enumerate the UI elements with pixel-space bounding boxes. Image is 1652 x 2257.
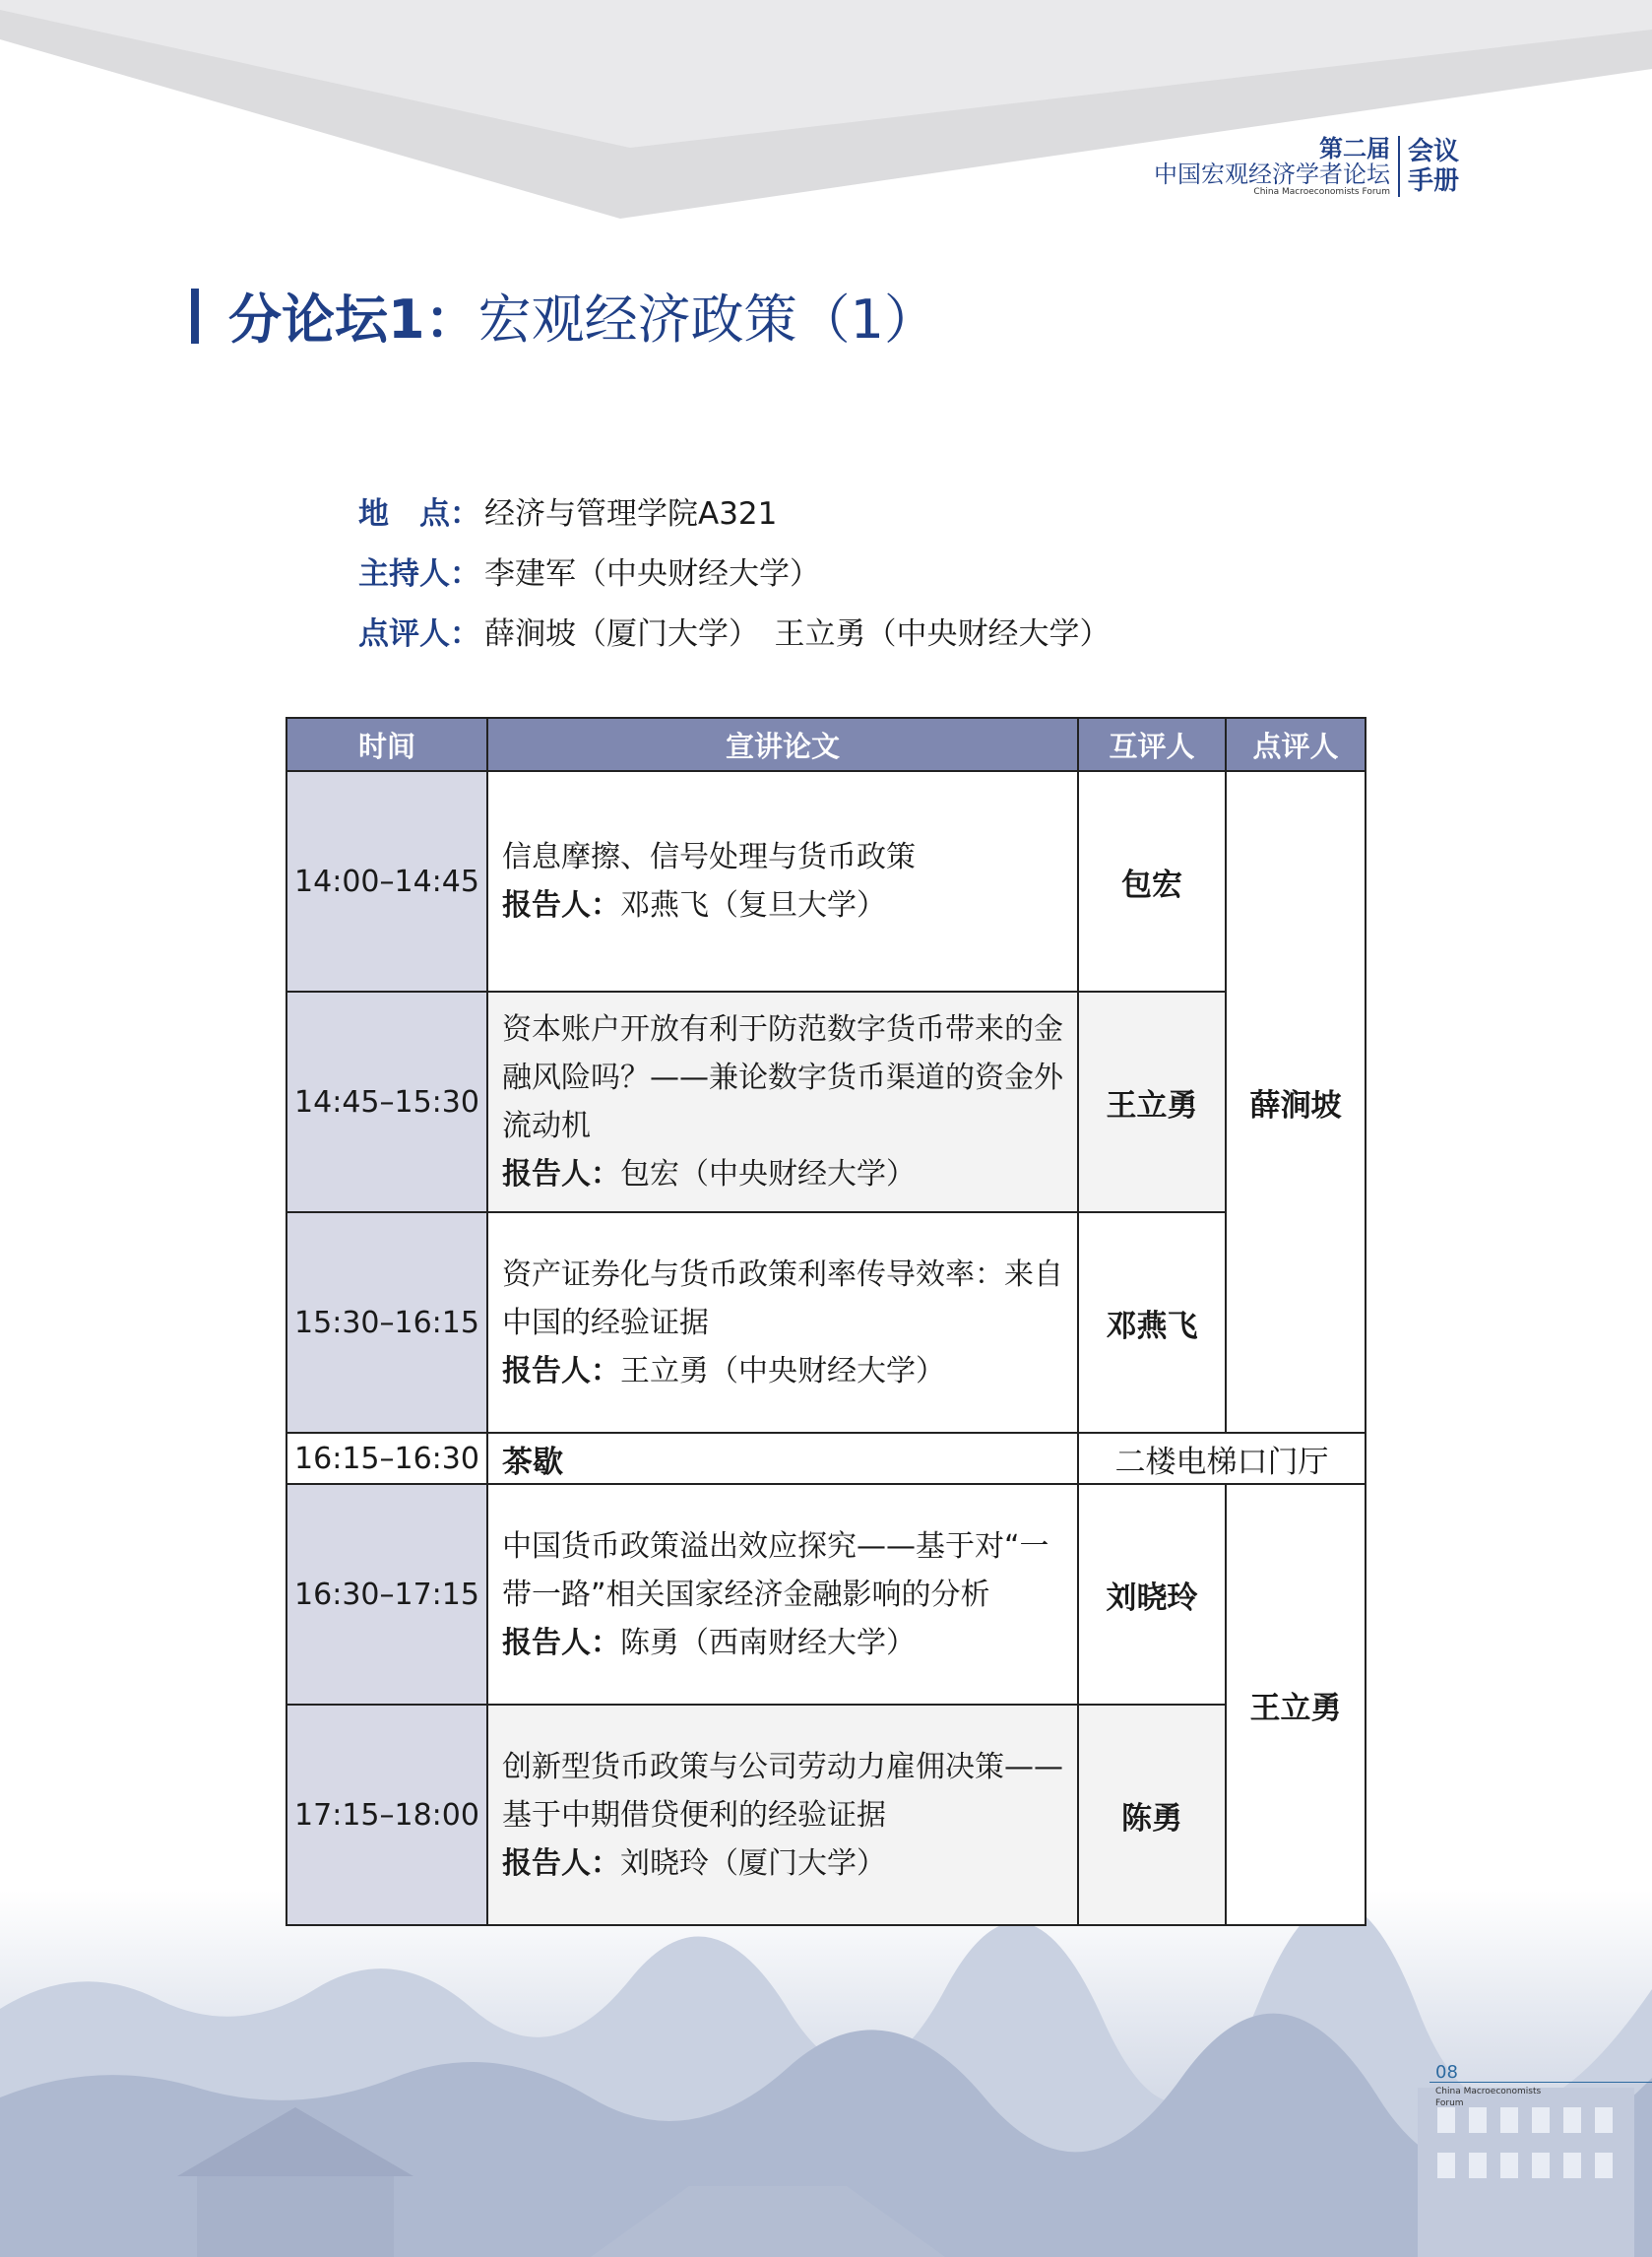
paper-title: 资产证券化与货币政策利率传导效率：来自中国的经验证据 [502,1257,1063,1340]
reporter-label: 报告人： [502,1353,620,1388]
peer-reviewer: 陈勇 [1078,1705,1226,1925]
location-label: 地 点： [358,496,480,532]
forum-name-en: China Macroeconomists Forum [1253,187,1390,197]
forum-brand-text [1154,136,1390,197]
title-forum-number: 分论坛1： [228,289,478,351]
brand-divider [1398,136,1400,197]
title-topic: 宏观经济政策（1） [477,289,937,351]
paper-title: 创新型货币政策与公司劳动力雇佣决策——基于中期借贷便利的经验证据 [502,1749,1063,1833]
table-header-row [286,718,1366,771]
paper-title: 信息摩擦、信号处理与货币政策 [502,840,916,874]
peer-reviewer: 王立勇 [1078,992,1226,1212]
reporter-name: 邓燕飞（复旦大学） [620,888,886,923]
session-info [358,484,1111,665]
peer-reviewer: 邓燕飞 [1078,1212,1226,1433]
reporter-label: 报告人： [502,888,620,923]
forum-edition: 第二届 [1319,135,1390,162]
session-paper [487,992,1078,1212]
location-value: 经济与管理学院A321 [484,496,778,532]
header-commentator: 点评人 [1226,718,1366,771]
session-time: 17:15–18:00 [286,1705,487,1925]
session-time: 15:30–16:15 [286,1212,487,1433]
table-row [286,1705,1366,1925]
reporter-label: 报告人： [502,1625,620,1660]
campus-background-image [0,1891,1652,2257]
table-row [286,1212,1366,1433]
page-title [191,278,937,354]
session-time: 16:30–17:15 [286,1484,487,1705]
footer-forum-name: China Macroeconomists Forum [1435,2087,1542,2108]
session-paper [487,771,1078,992]
page-number: 08 [1435,2062,1458,2083]
table-row [286,992,1366,1212]
paper-title: 中国货币政策溢出效应探究——基于对“一带一路”相关国家经济金融影响的分析 [502,1528,1049,1612]
forum-name: 中国宏观经济学者论坛 [1154,161,1390,188]
paper-title: 资本账户开放有利于防范数字货币带来的金融风险吗？——兼论数字货币渠道的资金外流动机 [502,1012,1063,1143]
reporter-label: 报告人： [502,1157,620,1192]
host-label: 主持人： [358,556,480,592]
reporter-name: 陈勇（西南财经大学） [620,1625,916,1660]
reporter-name: 王立勇（中央财经大学） [620,1353,945,1388]
commentator-value: 薛涧坡（厦门大学） 王立勇（中央财经大学） [484,616,1111,652]
session-paper [487,1705,1078,1925]
header-peer: 互评人 [1078,718,1226,771]
host-value: 李建军（中央财经大学） [484,556,820,592]
location-row [358,484,1111,545]
header-time: 时间 [286,718,487,771]
break-location: 二楼电梯口门厅 [1078,1433,1366,1484]
commentator-cell: 薛涧坡 [1226,771,1366,1433]
reporter-name: 刘晓玲（厦门大学） [620,1845,886,1881]
reporter-name: 包宏（中央财经大学） [620,1157,916,1192]
commentator-row [358,605,1111,665]
peer-reviewer: 刘晓玲 [1078,1484,1226,1705]
commentator-cell: 王立勇 [1226,1484,1366,1925]
session-time: 14:45–15:30 [286,992,487,1212]
peer-reviewer: 包宏 [1078,771,1226,992]
host-row [358,545,1111,605]
break-label: 茶歇 [487,1433,1078,1484]
handbook-label: 会议手册 [1408,137,1460,196]
footer-rule [1430,2082,1652,2083]
reporter-label: 报告人： [502,1845,620,1881]
schedule-table [286,717,1366,1926]
table-row [286,1484,1366,1705]
commentator-label: 点评人： [358,616,480,652]
session-paper [487,1212,1078,1433]
title-accent-bar [191,289,199,344]
forum-brand [1154,136,1463,197]
session-paper [487,1484,1078,1705]
break-row [286,1433,1366,1484]
session-time: 14:00–14:45 [286,771,487,992]
header-paper: 宣讲论文 [487,718,1078,771]
break-time: 16:15–16:30 [286,1433,487,1484]
table-row [286,771,1366,992]
